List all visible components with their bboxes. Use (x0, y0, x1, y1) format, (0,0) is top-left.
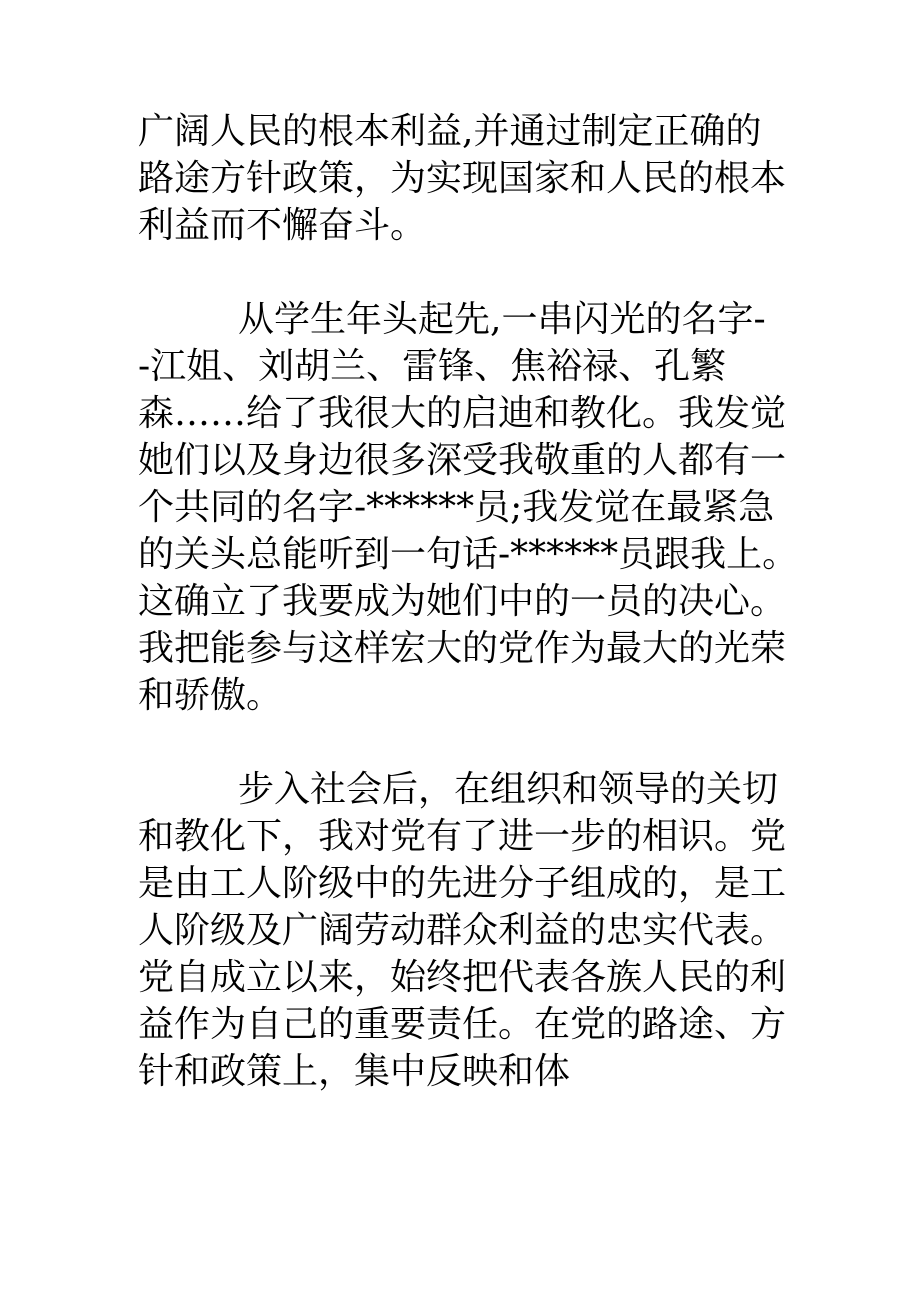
text-line: 和教化下，我对党有了进一步的相识。党 (138, 816, 787, 857)
paragraph-3 (138, 766, 788, 1095)
text-line: 针和政策上，集中反映和体 (138, 1051, 571, 1092)
text-line: 广阔人民的根本利益,并通过制定正确的 (138, 111, 762, 152)
text-line: 益作为自己的重要责任。在党的路途、方 (138, 1004, 787, 1045)
text-line: 和骄傲。 (138, 675, 283, 716)
document-body (138, 108, 799, 1095)
paragraph-gap (138, 719, 788, 766)
text-line: 的关头总能听到一句话-******员跟我上。 (138, 534, 799, 575)
paragraph-1 (138, 108, 788, 249)
text-line: 个共同的名字-******员;我发觉在最紧急 (138, 487, 775, 528)
text-line: 从学生年头起先,一串闪光的名字- (238, 299, 766, 340)
text-line: 党自成立以来，始终把代表各族人民的利 (138, 957, 787, 998)
text-line: 步入社会后，在组织和领导的关切 (238, 769, 779, 810)
text-line: -江姐、刘胡兰、雷锋、焦裕禄、孔繁 (138, 346, 727, 387)
text-line: 是由工人阶级中的先进分子组成的，是工 (138, 863, 787, 904)
text-line: 我把能参与这样宏大的党作为最大的光荣 (138, 628, 787, 669)
text-line: 森……给了我很大的启迪和教化。我发觉 (138, 393, 787, 434)
paragraph-gap (138, 249, 788, 296)
paragraph-2 (138, 296, 799, 719)
text-line: 她们以及身边很多深受我敬重的人都有一 (138, 440, 787, 481)
text-line: 这确立了我要成为她们中的一员的决心。 (138, 581, 787, 622)
text-line: 路途方针政策，为实现国家和人民的根本 (138, 158, 787, 199)
text-line: 利益而不懈奋斗。 (138, 205, 427, 246)
text-line: 人阶级及广阔劳动群众利益的忠实代表。 (138, 910, 787, 951)
